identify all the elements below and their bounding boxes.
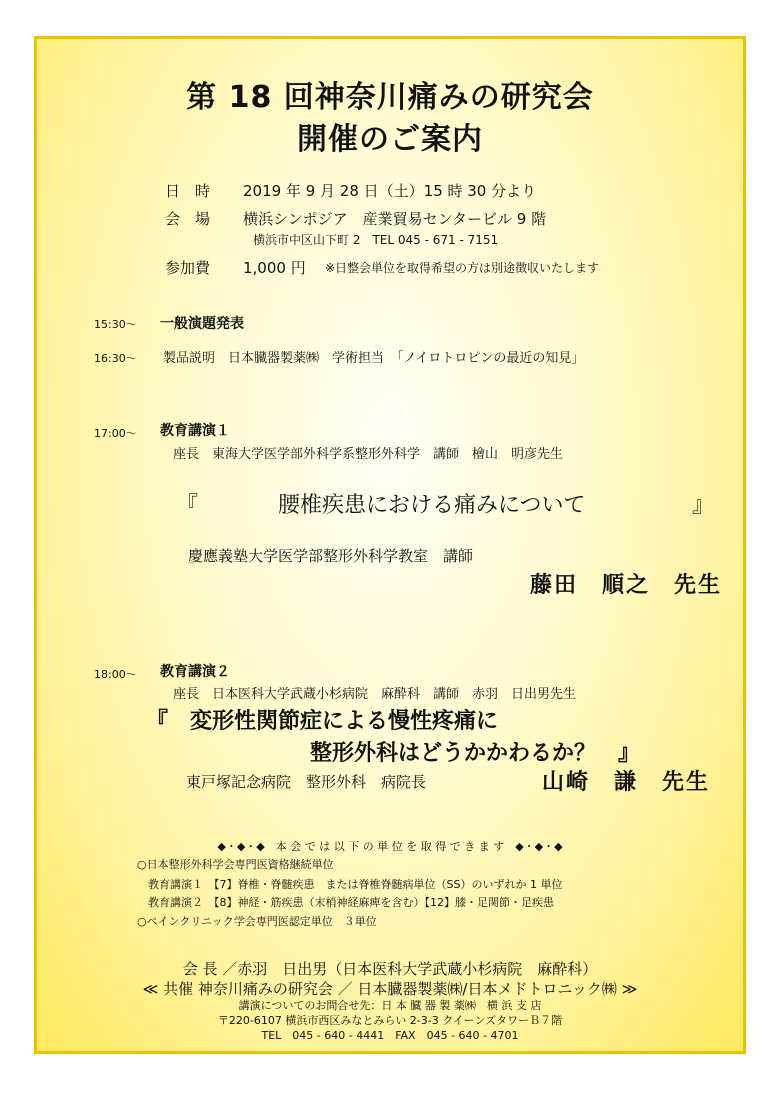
lecture2-time: 18:00～ [94,668,137,681]
contact-label: 講演についてのお問合せ先：日 本 臓 器 製 薬㈱ 横 浜 支 店 [238,999,542,1012]
lecture2-heading: 教育講演２ [160,664,230,680]
lecture1-heading: 教育講演１ [160,423,230,439]
lecture1-time: 17:00～ [94,427,137,440]
title-line2: 開催のご案内 [297,122,483,157]
lecture2-affiliation: 東戸塚記念病院 整形外科 病院長 [186,773,427,791]
product-text: 製品説明 日本臓器製薬㈱ 学術担当 「ノイロトロピンの最近の知見」 [163,351,585,366]
credits-header: ◆・◆・◆ 本 会 で は 以 下 の 単 位 を 取 得 で き ま す ◆・◆・◆ [217,840,563,853]
credits-pain: ○ペインクリニック学会専門医認定単位 ３単位 [137,915,377,928]
lecture1-title-open: 『 [176,493,199,518]
lecture1-title: 腰椎疾患における痛みについて [278,493,586,518]
president: 会 長 ／赤羽 日出男（日本医科大学武蔵小杉病院 麻酔科） [182,960,598,978]
venue-address: 横浜市中区山下町 2 TEL 045 - 671 - 7151 [253,233,499,247]
fee-label: 参加費 [165,259,211,277]
contact-tel-fax: TEL 045 - 640 - 4441 FAX 045 - 640 - 4701 [261,1029,519,1042]
lecture1-title-close: 』 [692,493,715,518]
lecture2-title-line2: 整形外科はどうかかわるか？ 』 [310,741,641,766]
cosponsor: ≪ 共催 神奈川痛みの研究会 ／ 日本臓器製薬㈱/日本メドトロニック㈱ ≫ [142,980,638,998]
lecture2-speaker: 山崎 謙 先生 [542,770,711,795]
general-time: 15:30～ [94,318,137,331]
venue-value: 横浜シンポジア 産業貿易センタービル 9 階 [243,210,547,228]
lecture1-affiliation: 慶應義塾大学医学部整形外科学教室 講師 [188,547,474,565]
lecture2-title-line1: 『 変形性関節症による慢性疼痛に [146,709,499,734]
contact-address: 〒220-6107 横浜市西区みなとみらい 2-3-3 クイーンズタワーＢ７階 [217,1014,563,1027]
credits-jos-lecture2: 教育講演２ 【8】神経・筋疾患（末梢神経麻痺を含む）【12】膝・足関節・足疾患 [148,896,554,909]
fee-note: ※日整会単位を取得希望の方は別途徴収いたします [325,261,600,275]
title-line1: 第 18 回神奈川痛みの研究会 [186,80,594,115]
date-label: 日 時 [165,182,211,200]
fee-value: 1,000 円 [243,259,306,277]
credits-jos-lecture1: 教育講演１ 【7】脊椎・脊髄疾患 または脊椎脊髄病単位（SS）のいずれか 1 単位 [148,878,563,891]
product-time: 16:30～ [94,352,137,365]
credits-jos: ○日本整形外科学会専門医資格継続単位 [137,858,334,871]
lecture1-chair: 座長 東海大学医学部外科学系整形外科学 講師 檜山 明彦先生 [173,447,564,462]
date-value: 2019 年 9 月 28 日（土）15 時 30 分より [243,182,537,200]
general-title: 一般演題発表 [160,316,244,332]
lecture2-chair: 座長 日本医科大学武蔵小杉病院 麻酔科 講師 赤羽 日出男先生 [173,687,577,702]
venue-label: 会 場 [165,210,211,228]
lecture1-speaker: 藤田 順之 先生 [530,573,723,598]
